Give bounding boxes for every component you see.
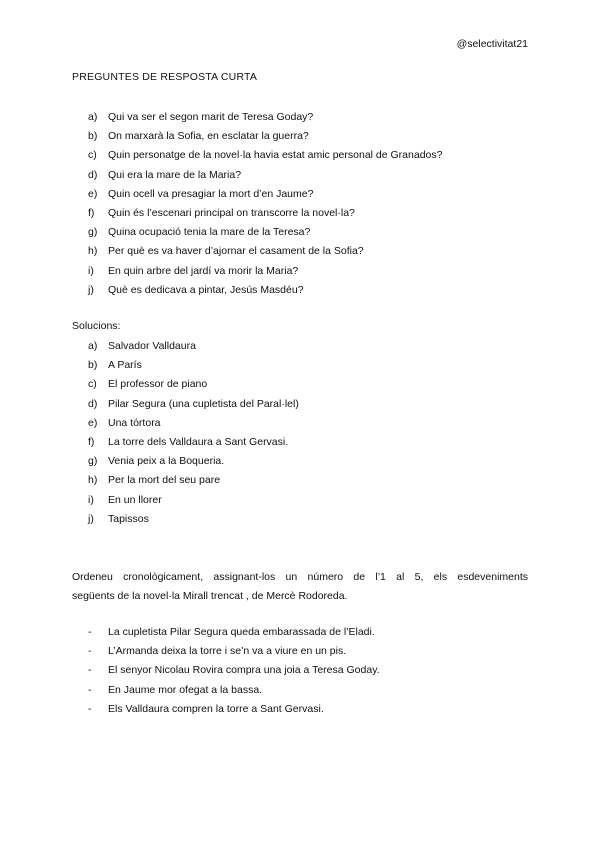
- solution-item: [88, 398, 528, 417]
- question-item: [88, 265, 528, 284]
- list-marker: b): [88, 359, 98, 372]
- question-item: [88, 245, 528, 264]
- section-title-short-questions: PREGUNTES DE RESPOSTA CURTA: [72, 71, 258, 83]
- question-text: Quin és l’escenari principal on transcorre la novel·la?: [108, 206, 355, 219]
- list-marker: -: [88, 626, 92, 638]
- list-marker: d): [88, 168, 98, 181]
- list-marker: c): [88, 149, 97, 162]
- list-marker: c): [88, 378, 97, 391]
- solution-item: [88, 417, 528, 436]
- solution-text: La torre dels Valldaura a Sant Gervasi.: [108, 435, 289, 448]
- solution-text: Venia peix a la Boqueria.: [108, 455, 225, 468]
- list-marker: -: [88, 683, 92, 696]
- instruction-line: següents de la novel·la Mirall trencat , de Mercè Rodoreda.: [72, 590, 348, 602]
- question-item: [88, 111, 528, 130]
- event-text: L’Armanda deixa la torre i se’n va a viure en un pis.: [108, 645, 347, 658]
- question-text: Quina ocupació tenia la mare de la Teresa?: [108, 226, 311, 239]
- solutions-title: Solucions:: [72, 320, 121, 332]
- list-marker: a): [88, 340, 98, 352]
- list-marker: a): [88, 111, 98, 123]
- solution-item: [88, 455, 528, 474]
- question-item: [88, 284, 528, 303]
- author-handle: @selectivitat21: [456, 38, 528, 50]
- question-text: Qui va ser el segon marit de Teresa Goday?: [108, 111, 314, 123]
- solution-item: [88, 474, 528, 493]
- solution-text: Salvador Valldaura: [108, 340, 196, 352]
- question-text: Qui era la mare de la Maria?: [108, 168, 242, 181]
- event-text: En Jaume mor ofegat a la bassa.: [108, 683, 263, 696]
- list-marker: b): [88, 130, 98, 143]
- list-marker: d): [88, 397, 98, 410]
- solution-text: Pilar Segura (una cupletista del Paral·lel): [108, 397, 299, 410]
- list-marker: -: [88, 664, 92, 677]
- question-list: [88, 111, 528, 303]
- question-item: [88, 130, 528, 149]
- event-item: [88, 703, 528, 722]
- question-text: Quin ocell va presagiar la mort d’en Jaume?: [108, 187, 314, 200]
- list-marker: f): [88, 206, 95, 219]
- question-text: Què es dedicava a pintar, Jesús Masdéu?: [108, 283, 304, 296]
- solution-item: [88, 378, 528, 397]
- event-text: El senyor Nicolau Rovira compra una joia a Teresa Goday.: [108, 664, 380, 677]
- solution-item: [88, 513, 528, 532]
- solution-text: El professor de piano: [108, 378, 208, 391]
- question-item: [88, 149, 528, 168]
- list-marker: e): [88, 187, 98, 200]
- list-marker: g): [88, 226, 98, 239]
- list-marker: -: [88, 645, 92, 658]
- question-text: Per què es va haver d’ajornar el casament de la Sofia?: [108, 245, 364, 258]
- list-marker: i): [88, 264, 94, 277]
- question-text: En quin arbre del jardí va morir la Maria?: [108, 264, 299, 277]
- solution-item: [88, 494, 528, 513]
- instruction-line: Ordeneu cronològicament, assignant-los un número de l’1 al 5, els esdeveniments: [72, 571, 528, 583]
- question-item: [88, 226, 528, 245]
- event-item: [88, 684, 528, 703]
- solution-item: [88, 359, 528, 378]
- list-marker: -: [88, 702, 92, 715]
- list-marker: h): [88, 245, 98, 258]
- solution-text: Una tórtora: [108, 416, 161, 429]
- list-marker: j): [88, 512, 94, 525]
- solution-item: [88, 436, 528, 455]
- list-marker: j): [88, 283, 94, 296]
- question-item: [88, 169, 528, 188]
- list-marker: f): [88, 435, 95, 448]
- solution-text: Per la mort del seu pare: [108, 474, 221, 487]
- ordering-instruction: [72, 568, 528, 606]
- event-text: Els Valldaura compren la torre a Sant Gervasi.: [108, 702, 324, 715]
- question-item: [88, 207, 528, 226]
- list-marker: i): [88, 493, 94, 506]
- solution-text: Tapissos: [108, 512, 149, 525]
- question-text: On marxarà la Sofia, en esclatar la guerra?: [108, 130, 309, 143]
- question-text: Quin personatge de la novel·la havia estat amic personal de Granados?: [108, 149, 443, 162]
- solution-text: En un llorer: [108, 493, 162, 506]
- solution-list: [88, 340, 528, 532]
- solution-item: [88, 340, 528, 359]
- question-item: [88, 188, 528, 207]
- event-text: La cupletista Pilar Segura queda embarassada de l’Eladi.: [108, 626, 375, 638]
- event-list: [88, 626, 528, 722]
- list-marker: e): [88, 416, 98, 429]
- event-item: [88, 664, 528, 683]
- event-item: [88, 626, 528, 645]
- event-item: [88, 645, 528, 664]
- list-marker: h): [88, 474, 98, 487]
- solution-text: A París: [108, 359, 142, 372]
- list-marker: g): [88, 455, 98, 468]
